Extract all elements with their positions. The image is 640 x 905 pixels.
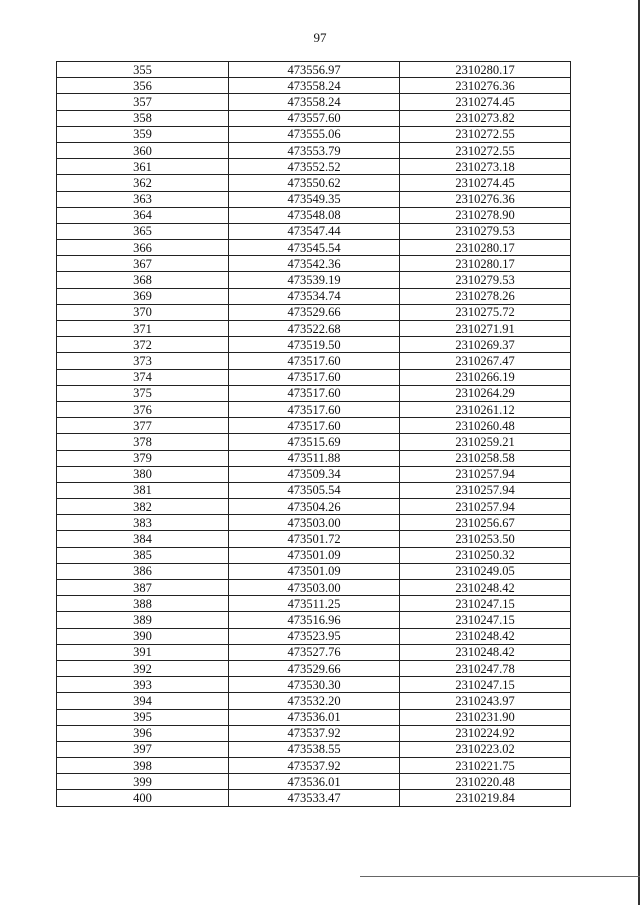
table-row	[57, 693, 571, 709]
point-number-cell: 368	[57, 272, 229, 288]
point-number-cell: 364	[57, 207, 229, 223]
table-row	[57, 499, 571, 515]
point-number-cell: 389	[57, 612, 229, 628]
y-coordinate-cell: 2310247.78	[400, 660, 571, 676]
point-number-cell: 375	[57, 385, 229, 401]
x-coordinate-cell: 473550.62	[229, 175, 400, 191]
point-number-cell: 390	[57, 628, 229, 644]
table-row	[57, 142, 571, 158]
point-number-cell: 372	[57, 337, 229, 353]
table-row	[57, 612, 571, 628]
y-coordinate-cell: 2310278.90	[400, 207, 571, 223]
x-coordinate-cell: 473534.74	[229, 288, 400, 304]
x-coordinate-cell: 473517.60	[229, 418, 400, 434]
table-row	[57, 418, 571, 434]
table-row	[57, 401, 571, 417]
x-coordinate-cell: 473552.52	[229, 159, 400, 175]
table-row	[57, 644, 571, 660]
point-number-cell: 376	[57, 401, 229, 417]
point-number-cell: 363	[57, 191, 229, 207]
table-row	[57, 191, 571, 207]
y-coordinate-cell: 2310231.90	[400, 709, 571, 725]
point-number-cell: 395	[57, 709, 229, 725]
y-coordinate-cell: 2310272.55	[400, 142, 571, 158]
table-row	[57, 741, 571, 757]
y-coordinate-cell: 2310261.12	[400, 401, 571, 417]
x-coordinate-cell: 473537.92	[229, 758, 400, 774]
x-coordinate-cell: 473516.96	[229, 612, 400, 628]
table-row	[57, 304, 571, 320]
table-row	[57, 385, 571, 401]
x-coordinate-cell: 473522.68	[229, 321, 400, 337]
point-number-cell: 378	[57, 434, 229, 450]
point-number-cell: 388	[57, 596, 229, 612]
y-coordinate-cell: 2310266.19	[400, 369, 571, 385]
point-number-cell: 391	[57, 644, 229, 660]
x-coordinate-cell: 473536.01	[229, 774, 400, 790]
table-row	[57, 223, 571, 239]
table-row	[57, 677, 571, 693]
x-coordinate-cell: 473557.60	[229, 110, 400, 126]
point-number-cell: 361	[57, 159, 229, 175]
point-number-cell: 394	[57, 693, 229, 709]
y-coordinate-cell: 2310257.94	[400, 466, 571, 482]
x-coordinate-cell: 473517.60	[229, 385, 400, 401]
x-coordinate-cell: 473523.95	[229, 628, 400, 644]
table-row	[57, 547, 571, 563]
x-coordinate-cell: 473539.19	[229, 272, 400, 288]
x-coordinate-cell: 473504.26	[229, 499, 400, 515]
y-coordinate-cell: 2310276.36	[400, 78, 571, 94]
point-number-cell: 379	[57, 450, 229, 466]
table-row	[57, 709, 571, 725]
x-coordinate-cell: 473529.66	[229, 304, 400, 320]
point-number-cell: 385	[57, 547, 229, 563]
y-coordinate-cell: 2310273.18	[400, 159, 571, 175]
y-coordinate-cell: 2310219.84	[400, 790, 571, 806]
y-coordinate-cell: 2310243.97	[400, 693, 571, 709]
point-number-cell: 370	[57, 304, 229, 320]
table-row	[57, 126, 571, 142]
x-coordinate-cell: 473511.25	[229, 596, 400, 612]
x-coordinate-cell: 473555.06	[229, 126, 400, 142]
x-coordinate-cell: 473545.54	[229, 240, 400, 256]
point-number-cell: 398	[57, 758, 229, 774]
table-row	[57, 596, 571, 612]
y-coordinate-cell: 2310276.36	[400, 191, 571, 207]
x-coordinate-cell: 473548.08	[229, 207, 400, 223]
y-coordinate-cell: 2310257.94	[400, 482, 571, 498]
x-coordinate-cell: 473533.47	[229, 790, 400, 806]
point-number-cell: 369	[57, 288, 229, 304]
table-row	[57, 159, 571, 175]
y-coordinate-cell: 2310223.02	[400, 741, 571, 757]
x-coordinate-cell: 473505.54	[229, 482, 400, 498]
x-coordinate-cell: 473549.35	[229, 191, 400, 207]
table-row	[57, 758, 571, 774]
x-coordinate-cell: 473501.09	[229, 563, 400, 579]
x-coordinate-cell: 473547.44	[229, 223, 400, 239]
y-coordinate-cell: 2310224.92	[400, 725, 571, 741]
table-row	[57, 466, 571, 482]
point-number-cell: 367	[57, 256, 229, 272]
table-row	[57, 353, 571, 369]
point-number-cell: 374	[57, 369, 229, 385]
table-row	[57, 369, 571, 385]
y-coordinate-cell: 2310280.17	[400, 256, 571, 272]
point-number-cell: 393	[57, 677, 229, 693]
table-row	[57, 790, 571, 806]
point-number-cell: 386	[57, 563, 229, 579]
table-row	[57, 434, 571, 450]
y-coordinate-cell: 2310249.05	[400, 563, 571, 579]
point-number-cell: 365	[57, 223, 229, 239]
y-coordinate-cell: 2310256.67	[400, 515, 571, 531]
y-coordinate-cell: 2310220.48	[400, 774, 571, 790]
point-number-cell: 397	[57, 741, 229, 757]
point-number-cell: 377	[57, 418, 229, 434]
point-number-cell: 366	[57, 240, 229, 256]
x-coordinate-cell: 473558.24	[229, 94, 400, 110]
x-coordinate-cell: 473553.79	[229, 142, 400, 158]
x-coordinate-cell: 473530.30	[229, 677, 400, 693]
x-coordinate-cell: 473517.60	[229, 353, 400, 369]
x-coordinate-cell: 473542.36	[229, 256, 400, 272]
x-coordinate-cell: 473532.20	[229, 693, 400, 709]
x-coordinate-cell: 473503.00	[229, 580, 400, 596]
point-number-cell: 360	[57, 142, 229, 158]
y-coordinate-cell: 2310278.26	[400, 288, 571, 304]
x-coordinate-cell: 473556.97	[229, 62, 400, 78]
table-row	[57, 256, 571, 272]
y-coordinate-cell: 2310271.91	[400, 321, 571, 337]
point-number-cell: 357	[57, 94, 229, 110]
scan-bottom-line	[360, 876, 640, 877]
y-coordinate-cell: 2310248.42	[400, 580, 571, 596]
table-row	[57, 774, 571, 790]
y-coordinate-cell: 2310273.82	[400, 110, 571, 126]
y-coordinate-cell: 2310221.75	[400, 758, 571, 774]
page-number: 97	[313, 30, 327, 45]
x-coordinate-cell: 473511.88	[229, 450, 400, 466]
y-coordinate-cell: 2310274.45	[400, 94, 571, 110]
table-row	[57, 628, 571, 644]
x-coordinate-cell: 473558.24	[229, 78, 400, 94]
point-number-cell: 399	[57, 774, 229, 790]
table-row	[57, 240, 571, 256]
x-coordinate-cell: 473527.76	[229, 644, 400, 660]
y-coordinate-cell: 2310279.53	[400, 272, 571, 288]
x-coordinate-cell: 473538.55	[229, 741, 400, 757]
y-coordinate-cell: 2310260.48	[400, 418, 571, 434]
y-coordinate-cell: 2310280.17	[400, 62, 571, 78]
y-coordinate-cell: 2310267.47	[400, 353, 571, 369]
point-number-cell: 356	[57, 78, 229, 94]
x-coordinate-cell: 473517.60	[229, 369, 400, 385]
y-coordinate-cell: 2310279.53	[400, 223, 571, 239]
point-number-cell: 358	[57, 110, 229, 126]
point-number-cell: 371	[57, 321, 229, 337]
coordinates-table	[56, 61, 571, 807]
x-coordinate-cell: 473501.72	[229, 531, 400, 547]
point-number-cell: 387	[57, 580, 229, 596]
table-row	[57, 94, 571, 110]
point-number-cell: 355	[57, 62, 229, 78]
table-row	[57, 482, 571, 498]
y-coordinate-cell: 2310272.55	[400, 126, 571, 142]
point-number-cell: 382	[57, 499, 229, 515]
y-coordinate-cell: 2310274.45	[400, 175, 571, 191]
y-coordinate-cell: 2310247.15	[400, 612, 571, 628]
table-row	[57, 515, 571, 531]
table-row	[57, 62, 571, 78]
y-coordinate-cell: 2310264.29	[400, 385, 571, 401]
x-coordinate-cell: 473501.09	[229, 547, 400, 563]
x-coordinate-cell: 473515.69	[229, 434, 400, 450]
table-row	[57, 660, 571, 676]
y-coordinate-cell: 2310269.37	[400, 337, 571, 353]
x-coordinate-cell: 473529.66	[229, 660, 400, 676]
point-number-cell: 384	[57, 531, 229, 547]
y-coordinate-cell: 2310257.94	[400, 499, 571, 515]
x-coordinate-cell: 473536.01	[229, 709, 400, 725]
y-coordinate-cell: 2310259.21	[400, 434, 571, 450]
y-coordinate-cell: 2310258.58	[400, 450, 571, 466]
table-row	[57, 175, 571, 191]
x-coordinate-cell: 473517.60	[229, 401, 400, 417]
y-coordinate-cell: 2310253.50	[400, 531, 571, 547]
point-number-cell: 383	[57, 515, 229, 531]
point-number-cell: 396	[57, 725, 229, 741]
y-coordinate-cell: 2310248.42	[400, 628, 571, 644]
table-row	[57, 450, 571, 466]
table-row	[57, 78, 571, 94]
table-row	[57, 725, 571, 741]
table-row	[57, 321, 571, 337]
y-coordinate-cell: 2310247.15	[400, 596, 571, 612]
point-number-cell: 392	[57, 660, 229, 676]
y-coordinate-cell: 2310280.17	[400, 240, 571, 256]
point-number-cell: 400	[57, 790, 229, 806]
point-number-cell: 381	[57, 482, 229, 498]
table-row	[57, 288, 571, 304]
point-number-cell: 373	[57, 353, 229, 369]
point-number-cell: 362	[57, 175, 229, 191]
y-coordinate-cell: 2310247.15	[400, 677, 571, 693]
y-coordinate-cell: 2310275.72	[400, 304, 571, 320]
x-coordinate-cell: 473503.00	[229, 515, 400, 531]
y-coordinate-cell: 2310248.42	[400, 644, 571, 660]
table-row	[57, 110, 571, 126]
table-row	[57, 207, 571, 223]
table-row	[57, 580, 571, 596]
table-row	[57, 272, 571, 288]
x-coordinate-cell: 473519.50	[229, 337, 400, 353]
y-coordinate-cell: 2310250.32	[400, 547, 571, 563]
table-row	[57, 531, 571, 547]
x-coordinate-cell: 473509.34	[229, 466, 400, 482]
point-number-cell: 359	[57, 126, 229, 142]
x-coordinate-cell: 473537.92	[229, 725, 400, 741]
point-number-cell: 380	[57, 466, 229, 482]
table-row	[57, 337, 571, 353]
table-row	[57, 563, 571, 579]
coordinates-table-body	[57, 62, 571, 807]
